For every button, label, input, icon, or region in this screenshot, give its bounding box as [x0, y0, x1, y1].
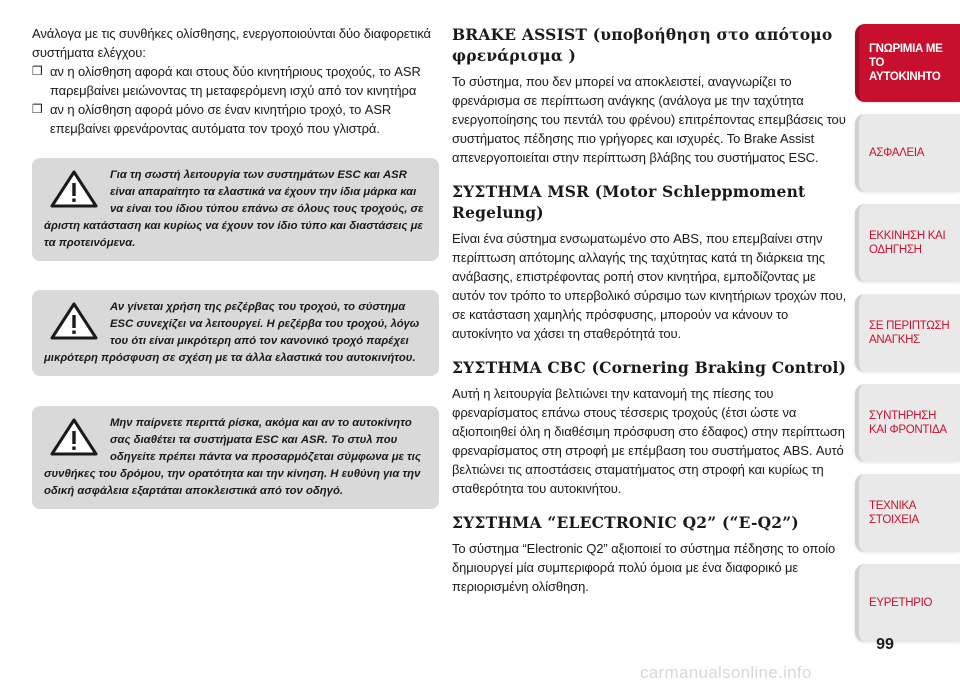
- tab-getting-to-know[interactable]: ΓΝΩΡΙΜΙΑ ΜΕ ΤΟ ΑΥΤΟΚΙΝΗΤΟ: [855, 24, 960, 102]
- warning-box: [32, 406, 439, 509]
- tab-technical-data[interactable]: ΤΕΧΝΙΚΑ ΣΤΟΙΧΕΙΑ: [855, 474, 960, 552]
- watermark: carmanualsonline.info: [640, 663, 812, 682]
- warning-text: Για τη σωστή λειτουργία των συστημάτων ESC και ASR είναι απαραίτητο τα ελαστικά να έχουν την ίδια μάρκα και να είναι του ίδιου τύπου επάνω σε όλους τους τροχούς, σε άριστη κατάσταση και κυρίως να έχουν τον ίδιο τύπο και διαστάσεις με τα προτεινόμενα.: [44, 169, 424, 249]
- section-cbc: [452, 357, 848, 498]
- warning-text: Αν γίνεται χρήση της ρεζέρβας του τροχού, το σύστημα ESC συνεχίζει να λειτουργεί. Η ρεζέρβα του τροχού, λόγω του ότι είναι μικρότερη από τον κανονικό τροχό παρέχει μικρότερη πρόσφυση σε σχέση με τα άλλα ελαστικά του αυτοκινήτου.: [44, 301, 420, 364]
- section-title: ΣΥΣΤΗΜΑ “ELECTRONIC Q2” (“E-Q2”): [452, 513, 799, 532]
- warning-triangle-icon: [44, 301, 104, 341]
- section-brake-assist: [452, 24, 848, 167]
- warning-triangle-icon: [44, 417, 104, 457]
- section-title: BRAKE ASSIST (υποβοήθηση στο απότομο φρενάρισμα ): [452, 25, 833, 65]
- intro-paragraph: Ανάλογα με τις συνθήκες ολίσθησης, ενεργοποιούνται δύο διαφορετικά συστήματα ελέγχου:: [32, 26, 431, 60]
- warning-box: [32, 158, 439, 261]
- page-number: 99: [876, 636, 894, 653]
- warning-box: [32, 290, 439, 376]
- left-column: [32, 24, 439, 497]
- checkbox-bullet-icon: ❒: [32, 102, 43, 116]
- section-body: Αυτή η λειτουργία βελτιώνει την κατανομή της πίεσης του φρεναρίσματος επάνω στους τέσσερις τροχούς (έτσι ώστε να αξιοποιηθεί όλη η διαθέσιμη πρόσφυση στο έδαφος) στην περίπτωση φρεναρίσματος στη στροφή με επέμβαση του συστήματος ABS. Αυτό βελτιώνει τις αποστάσεις σταματήματος στη στροφή και κυρίως τη σταθερότητα του αυτοκινήτου.: [452, 386, 845, 496]
- tab-maintenance[interactable]: ΣΥΝΤΗΡΗΣΗ ΚΑΙ ΦΡΟΝΤΙΔΑ: [855, 384, 960, 462]
- section-msr: [452, 181, 848, 343]
- tab-starting-driving[interactable]: ΕΚΚΙΝΗΣΗ ΚΑΙ ΟΔΗΓΗΣΗ: [855, 204, 960, 282]
- section-title: ΣΥΣΤΗΜΑ MSR (Motor Schleppmoment Regelung): [452, 182, 806, 222]
- checkbox-bullet-icon: ❒: [32, 64, 43, 78]
- right-column: [452, 24, 848, 610]
- section-title: ΣΥΣΤΗΜΑ CBC (Cornering Braking Control): [452, 358, 847, 377]
- tab-emergency[interactable]: ΣΕ ΠΕΡΙΠΤΩΣΗ ΑΝΑΓΚΗΣ: [855, 294, 960, 372]
- tab-index[interactable]: ΕΥΡΕΤΗΡΙΟ: [855, 564, 960, 642]
- warning-triangle-icon: [44, 169, 104, 209]
- section-body: Είναι ένα σύστημα ενσωματωμένο στο ABS, που επεμβαίνει στην περίπτωση απότομης αλλαγής της ταχύτητας κατά τη διάρκεια της ανάβασης, επιστρέφοντας ροπή στον κινητήρα, εμποδίζοντας με αυτόν τον τρόπο το υπερβολικό σύρσιμο των κινητήριων τροχών που, σε κατάσταση χαμηλής πρόσφυσης, μπορούν να κάνουν το αυτοκίνητο να χάσει τη σταθερότητά του.: [452, 231, 847, 341]
- bullet-text: αν η ολίσθηση αφορά και στους δύο κινητήριους τροχούς, το ASR παρεμβαίνει μειώνοντας τη μεταφερόμενη ισχύ από τον κινητήρα: [50, 64, 421, 98]
- bullet-item: [32, 62, 439, 100]
- section-body: Το σύστημα “Electronic Q2” αξιοποιεί το σύστημα πέδησης το οποίο δημιουργεί μία συμπεριφορά πολύ όμοια με ένα διαφορικό με περιορισμένη ολίσθηση.: [452, 541, 836, 594]
- bullet-text: αν η ολίσθηση αφορά μόνο σε έναν κινητήριο τροχό, το ASR επεμβαίνει φρενάροντας αυτόματα τον τροχό που γλιστρά.: [50, 102, 392, 136]
- bullet-item: [32, 100, 439, 138]
- section-body: Το σύστημα, που δεν μπορεί να αποκλειστεί, αναγνωρίζει το φρενάρισμα σε περίπτωση ανάγκης (ανάλογα με την ταχύτητα ενεργοποίησης του πεντάλ του φρένου) επιτρέποντας επεμβάσεις του συστήματος πέδησης πιο γρήγορες και ισχυρές. Το Brake Assist απενεργοποιείται στην περίπτωση βλάβης του συστήματος ESC.: [452, 74, 846, 165]
- tab-safety[interactable]: ΑΣΦΑΛΕΙΑ: [855, 114, 960, 192]
- warning-text: Μην παίρνετε περιττά ρίσκα, ακόμα και αν το αυτοκίνητο σας διαθέτει τα συστήματα ESC και ASR. Το στυλ που οδηγείτε πρέπει πάντα να προσαρμόζεται σύμφωνα με τις συνθήκες του δρόμου, την ορατότητα και την κίνηση. Η ευθύνη για την οδική ασφάλεια εξαρτάται αποκλειστικά από τον οδηγό.: [44, 417, 421, 497]
- section-electronic-q2: [452, 512, 848, 596]
